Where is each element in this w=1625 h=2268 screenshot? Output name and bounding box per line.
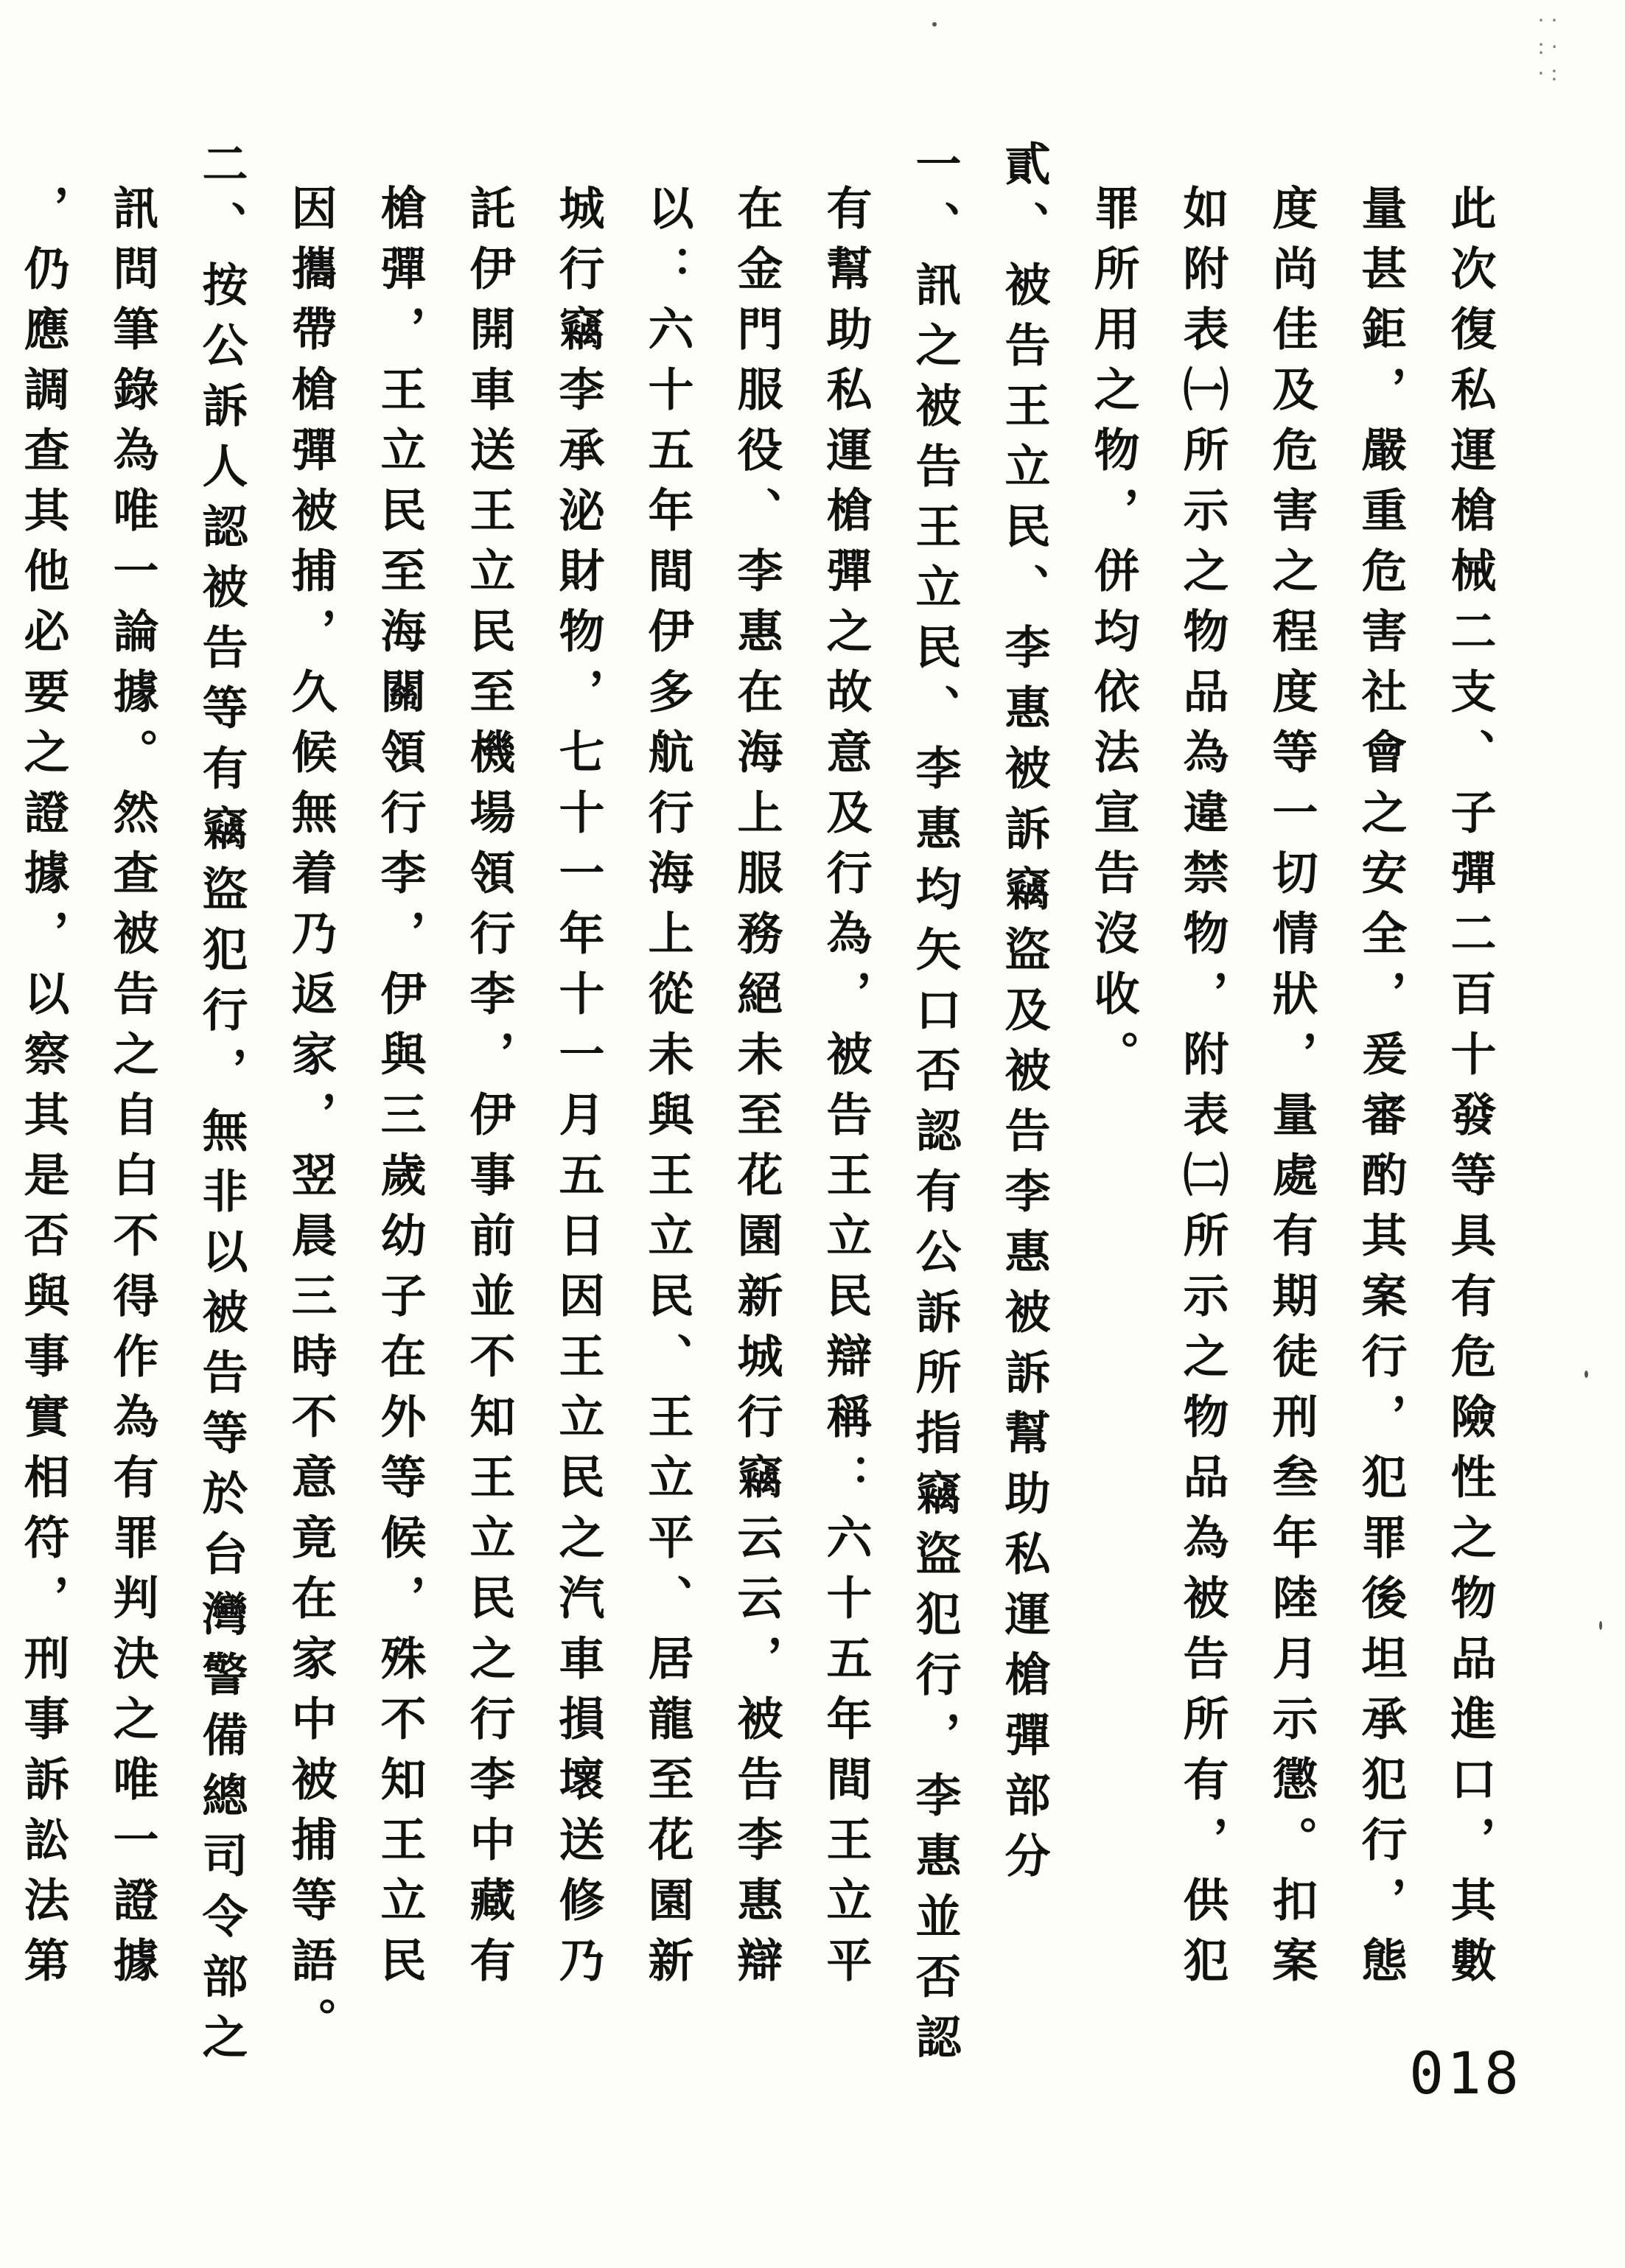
scan-speck [932,22,937,27]
text-column: 量甚鉅，嚴重危害社會之安全，爰審酌其案行，犯罪後坦承犯行，態 [1354,184,1408,1997]
text-column-item-two: 二、按公訴人認被告等有竊盜犯行，無非以被告等於台灣警備總司令部之 [195,140,248,2073]
page-number: 018 [1409,2041,1522,2107]
text-column: 以：六十五年間伊多航行海上從未與王立民、王立平、居龍至花園新 [640,184,694,1997]
text-column: 訊問筆錄為唯一論據。然查被告之自白不得作為有罪判決之唯一證據 [105,184,159,1997]
text-column-item-one: 一、訊之被告王立民、李惠均矢口否認有公訴所指竊盜犯行，李惠並否認 [908,140,962,2073]
text-column: ，仍應調查其他必要之證據，以察其是否與事實相符，刑事訴訟法第 [16,184,70,1997]
scan-artifact-mark: · · : · · : [1537,8,1558,85]
scan-speck [1599,1621,1602,1630]
text-column: 如附表㈠所示之物品為違禁物，附表㈡所示之物品為被告所有，供犯 [1175,184,1229,1997]
text-column: 在金門服役、李惠在海上服務絕未至花園新城行竊云云，被告李惠辯 [730,184,783,1997]
text-column: 因攜帶槍彈被捕，久候無着乃返家，翌晨三時不意竟在家中被捕等語。 [284,184,338,2057]
text-column: 槍彈，王立民至海關領行李，伊與三歲幼子在外等候，殊不知王立民 [373,184,427,1997]
text-column: 罪所用之物，併均依法宣告沒收。 [1086,184,1140,1091]
text-column: 此次復私運槍械二支、子彈二百十發等具有危險性之物品進口，其數 [1443,184,1497,1997]
text-column: 有幫助私運槍彈之故意及行為，被告王立民辯稱：六十五年間王立平 [819,184,873,1997]
document-body-text [16,140,1514,2073]
section-heading: 貳、被告王立民、李惠被訴竊盜及被告李惠被訴幫助私運槍彈部分 [997,140,1051,1892]
scan-speck [1584,1371,1588,1378]
text-column: 度尚佳及危害之程度等一切情狀，量處有期徒刑叁年陸月示懲。扣案 [1265,184,1318,1997]
text-column: 託伊開車送王立民至機場領行李，伊事前並不知王立民之行李中藏有 [462,184,516,1997]
text-column: 城行竊李承泌財物，七十一年十一月五日因王立民之汽車損壞送修乃 [551,184,605,1997]
